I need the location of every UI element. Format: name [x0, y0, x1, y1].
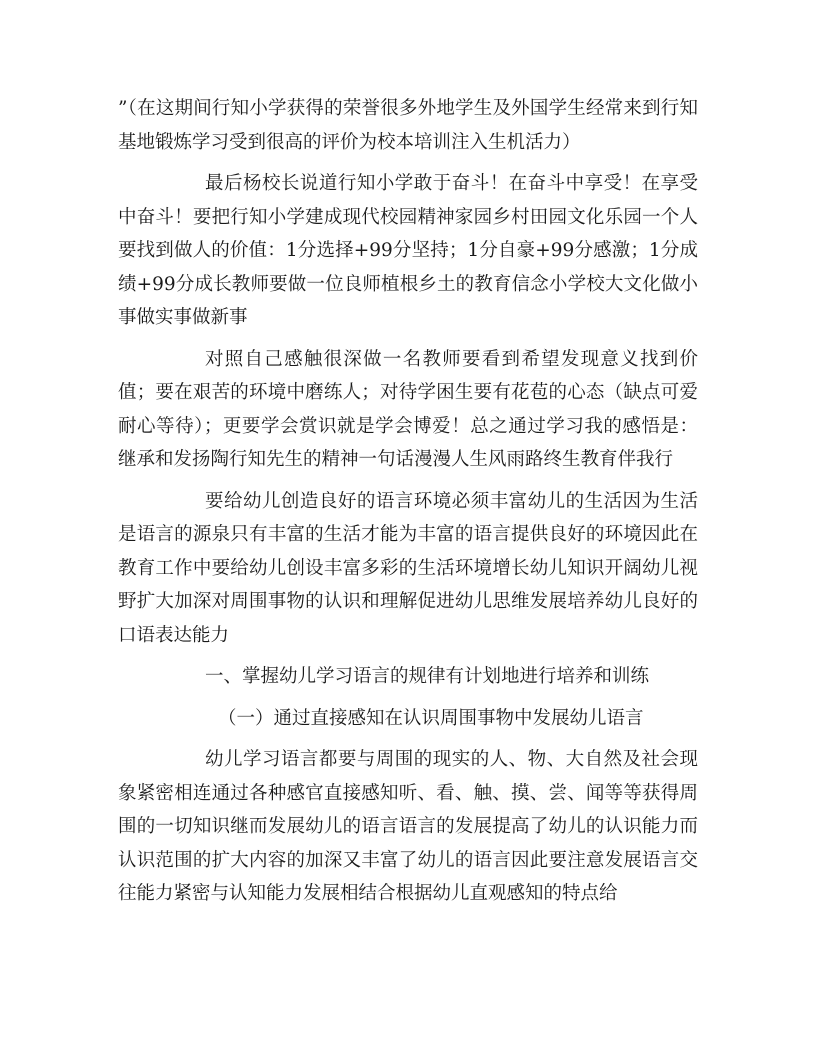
- subsection-heading: （一）通过直接感知在认识周围事物中发展幼儿语言: [218, 707, 644, 729]
- paragraph-honors: ”（在这期间行知小学获得的荣誉很多外地学生及外国学生经常来到行知基地锻炼学习受到很高的评价为校本培训注入生机活力）: [118, 98, 698, 153]
- paragraph-reflection: 对照自己感触很深做一名教师要看到希望发现意义找到价值；要在艰苦的环境中磨练人；对待学困生要有花苞的心态（缺点可爱耐心等待）；更要学会赏识就是学会博爱！总之通过学习我的感悟是：继承和发扬陶行知先生的精神一句话漫漫人生风雨路终生教育伴我行: [118, 348, 698, 470]
- paragraph-direct-perception: 幼儿学习语言都要与周围的现实的人、物、大自然及社会现象紧密相连通过各种感官直接感知听、看、触、摸、尝、闻等等获得周围的一切知识继而发展幼儿的语言语言的发展提高了幼儿的认识能力而认识范围的扩大内容的加深又丰富了幼儿的语言因此要注意发展语言交往能力紧密与认知能力发展相结合根据幼儿直观感知的特点给: [118, 749, 698, 904]
- paragraph-language-environment: 要给幼儿创造良好的语言环境必须丰富幼儿的生活因为生活是语言的源泉只有丰富的生活才能为丰富的语言提供良好的环境因此在教育工作中要给幼儿创设丰富多彩的生活环境增长幼儿知识开阔幼儿视野扩大加深对周围事物的认识和理解促进幼儿思维发展培养幼儿良好的口语表达能力: [118, 490, 698, 646]
- section-heading: 一、掌握幼儿学习语言的规律有计划地进行培养和训练: [205, 666, 650, 687]
- document-body: [118, 92, 698, 919]
- paragraph-principal-speech: 最后杨校长说道行知小学敢于奋斗！在奋斗中享受！在享受中奋斗！要把行知小学建成现代校园精神家园乡村田园文化乐园一个人要找到做人的价值：1分选择+99分坚持；1分自豪+99分感激；1分成绩+99分成长教师要做一位良师植根乡土的教育信念小学校大文化做小事做实事做新事: [118, 173, 698, 328]
